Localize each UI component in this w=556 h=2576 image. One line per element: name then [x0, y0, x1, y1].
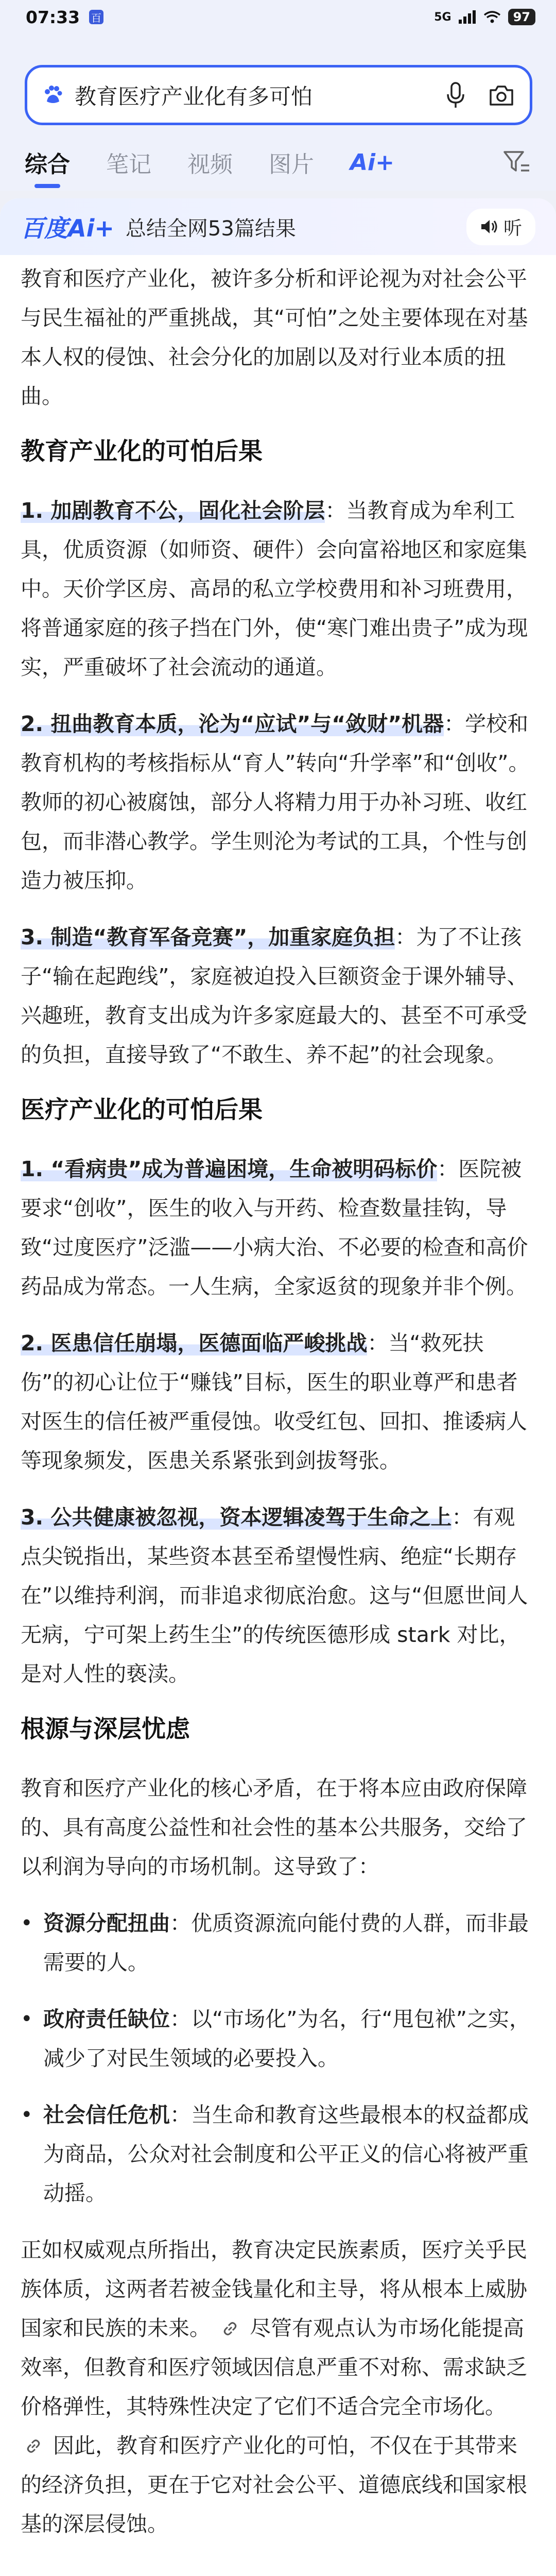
- tab-images[interactable]: 图片: [269, 151, 314, 178]
- root-bullet-2-title: 政府责任缺位: [43, 2007, 170, 2031]
- signal-icon: [459, 10, 476, 24]
- ai-summary-count: 总结全网53篇结果: [125, 216, 296, 241]
- edu-item-2-body: ：学校和教育机构的考核指标从“育人”转向“升学率”和“创收”。教师的初心被腐蚀，部分人将精力用于办补习班、收红包，而非潜心教学。学生则沦为考试的工具，个性与创造力被压抑。: [21, 711, 530, 893]
- camera-icon[interactable]: [489, 84, 514, 107]
- med-heading: 医疗产业化的可怕后果: [21, 1096, 263, 1124]
- root-bullet-3: [21, 2095, 535, 2213]
- baidu-paw-icon: [43, 85, 63, 106]
- wifi-icon: [483, 10, 501, 24]
- edu-item-2: [21, 704, 535, 900]
- closing-text-b: 尽管有观点认为市场化能提高效率，但教育和医疗领域因信息严重不对称、需求缺乏价格弹性，其特殊性决定了它们不适合完全市场化。: [21, 2316, 527, 2419]
- signal-label: 5G: [434, 10, 451, 24]
- filter-icon[interactable]: [502, 149, 531, 176]
- root-bullet-3-body: ：当生命和教育这些最根本的权益都成为商品，公众对社会制度和公平正义的信心将被严重动摇。: [43, 2103, 529, 2206]
- edu-item-2-title: 2. 扭曲教育本质，沦为“应试”与“敛财”机器: [21, 711, 444, 736]
- search-header: [0, 34, 556, 134]
- med-item-2: [21, 1324, 535, 1480]
- baidu-app-icon: 百: [89, 10, 103, 24]
- med-item-2-body: ：当“救死扶伤”的初心让位于“赚钱”目标，医生的职业尊严和患者对医生的信任被严重侵蚀。收受红包、回扣、推诿病人等现象频发，医患关系紧张到剑拔弩张。: [21, 1331, 527, 1473]
- status-indicators: [434, 9, 535, 25]
- search-box[interactable]: [25, 65, 532, 125]
- ai-card-header: [0, 198, 556, 255]
- root-bullet-2: [21, 1999, 535, 2078]
- closing-paragraph: [21, 2230, 535, 2544]
- edu-item-1: [21, 491, 535, 687]
- status-time: 07:33: [26, 7, 80, 27]
- citation-link-icon[interactable]: [221, 2320, 239, 2337]
- tab-ai-plus[interactable]: Ai+: [350, 149, 395, 176]
- listen-button[interactable]: [466, 209, 535, 245]
- ai-answer-card: [0, 198, 556, 2576]
- edu-item-3-title: 3. 制造“教育军备竞赛”，加重家庭负担: [21, 925, 395, 950]
- root-bullet-3-title: 社会信任危机: [43, 2103, 170, 2127]
- root-heading: 根源与深层忧虑: [21, 1715, 190, 1743]
- med-item-3-body: ：有观点尖锐指出，某些资本甚至希望慢性病、绝症“长期存在”以维持利润，而非追求彻底治愈。这与“但愿世间人无病，宁可架上药生尘”的传统医德形成 stark 对比，是对人性的亵渎。: [21, 1505, 528, 1686]
- root-bullet-1-title: 资源分配扭曲: [43, 1911, 170, 1936]
- tab-videos[interactable]: 视频: [187, 151, 233, 178]
- status-bar: [0, 0, 556, 34]
- intro-paragraph: 教育和医疗产业化，被许多分析和评论视为对社会公平与民生福祉的严重挑战，其“可怕”之处主要体现在对基本人权的侵蚀、社会分化的加剧以及对行业本质的扭曲。: [21, 266, 528, 409]
- listen-label: 听: [503, 217, 522, 239]
- bullet-dot: •: [21, 2007, 33, 2031]
- edu-item-3-body: ：为了不让孩子“输在起跑线”，家庭被迫投入巨额资金于课外辅导、兴趣班，教育支出成为许多家庭最大的、甚至不可承受的负担，直接导致了“不敢生、养不起”的社会现象。: [21, 925, 528, 1067]
- search-input[interactable]: 教育医疗产业化有多可怕: [75, 83, 313, 109]
- ai-brand-logo: 百度Ai+: [21, 214, 114, 242]
- battery-level: 97: [508, 9, 535, 25]
- citation-link-icon[interactable]: [25, 2437, 42, 2455]
- med-item-3-title: 3. 公共健康被忽视，资本逻辑凌驾于生命之上: [21, 1505, 452, 1530]
- edu-item-1-title: 1. 加剧教育不公，固化社会阶层: [21, 498, 325, 523]
- microphone-icon[interactable]: [445, 82, 466, 109]
- med-item-1: [21, 1149, 535, 1306]
- bullet-dot: •: [21, 2103, 33, 2127]
- edu-item-1-body: ：当教育成为牟利工具，优质资源（如师资、硬件）会向富裕地区和家庭集中。天价学区房、高昂的私立学校费用和补习班费用，将普通家庭的孩子挡在门外，使“寒门难出贵子”成为现实，严重破坏了社会流动的通道。: [21, 498, 528, 680]
- closing-text-c: 因此，教育和医疗产业化的可怕，不仅在于其带来的经济负担，更在于它对社会公平、道德底线和国家根基的深层侵蚀。: [21, 2433, 527, 2536]
- ai-answer-content: [21, 259, 535, 2561]
- tab-notes[interactable]: 笔记: [106, 151, 151, 178]
- root-bullet-1: [21, 1904, 535, 1982]
- med-item-2-title: 2. 医患信任崩塌，医德面临严峻挑战: [21, 1331, 368, 1355]
- speaker-icon: [480, 218, 498, 235]
- bullet-dot: •: [21, 1911, 33, 1935]
- edu-item-3: [21, 918, 535, 1074]
- med-item-1-title: 1. “看病贵”成为普遍困境，生命被明码标价: [21, 1157, 438, 1181]
- result-tabs: [0, 134, 556, 191]
- closing-text-a: 正如权威观点所指出，教育决定民族素质，医疗关乎民族体质，这两者若被金钱量化和主导，将从根本上威胁国家和民族的未来。: [21, 2238, 527, 2341]
- root-bullet-2-body: ：以“市场化”为名，行“甩包袱”之实，减少了对民生领域的必要投入。: [43, 2007, 530, 2071]
- root-bullet-1-body: ：优质资源流向能付费的人群，而非最需要的人。: [43, 1911, 529, 1975]
- med-item-3: [21, 1498, 535, 1693]
- root-intro: 教育和医疗产业化的核心矛盾，在于将本应由政府保障的、具有高度公益性和社会性的基本公共服务，交给了以利润为导向的市场机制。这导致了：: [21, 1776, 527, 1879]
- med-item-1-body: ：医院被要求“创收”，医生的收入与开药、检查数量挂钩，导致“过度医疗”泛滥——小病大治、不必要的检查和高价药品成为常态。一人生病，全家返贫的现象并非个例。: [21, 1157, 528, 1299]
- edu-heading: 教育产业化的可怕后果: [21, 437, 263, 466]
- tab-comprehensive[interactable]: 综合: [25, 146, 70, 179]
